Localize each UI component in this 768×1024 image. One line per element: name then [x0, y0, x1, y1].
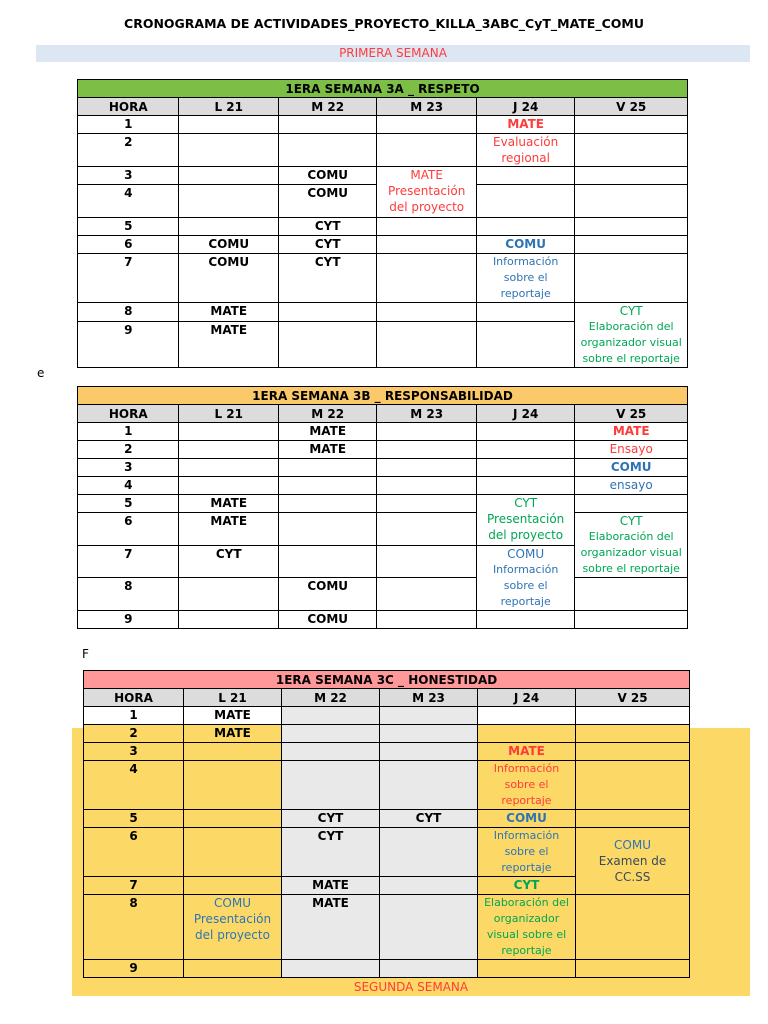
empty-cell: [377, 459, 476, 477]
desc-line: Evaluación: [493, 135, 559, 149]
empty-cell: [377, 303, 476, 322]
hour-cell: 9: [78, 611, 179, 629]
empty-cell: [377, 611, 476, 629]
desc-line: Información: [493, 762, 560, 775]
empty-cell: [575, 218, 688, 236]
empty-cell: [278, 116, 376, 134]
header-v25: V 25: [576, 689, 690, 707]
hour-cell: 5: [84, 810, 184, 828]
hour-cell: 8: [78, 303, 179, 322]
cell-j24-activity: [476, 546, 574, 611]
empty-cell: [576, 707, 690, 725]
desc-line: Información: [492, 563, 559, 576]
activity-subject: COMU: [507, 547, 545, 561]
hour-cell: 9: [78, 321, 179, 367]
week-one-label: PRIMERA SEMANA: [36, 45, 750, 62]
header-j24: J 24: [478, 689, 576, 707]
desc-line: sobre el: [503, 579, 548, 592]
empty-cell: [282, 743, 380, 761]
empty-cell: [380, 877, 478, 895]
empty-cell: [377, 423, 476, 441]
empty-cell: [478, 707, 576, 725]
empty-cell: [575, 254, 688, 303]
empty-cell: [278, 459, 376, 477]
empty-cell: [184, 761, 282, 810]
header-hora: HORA: [78, 98, 179, 116]
desc-line: reportaje: [501, 794, 552, 807]
empty-cell: [576, 810, 690, 828]
empty-cell: [179, 185, 278, 218]
hour-cell: 4: [78, 185, 179, 218]
cell-v25-activity: [576, 828, 690, 895]
cell-m22: COMU: [278, 167, 376, 185]
empty-cell: [575, 116, 688, 134]
empty-cell: [377, 218, 476, 236]
empty-cell: [278, 495, 376, 513]
empty-cell: [282, 960, 380, 978]
desc-line: Elaboración del: [588, 530, 674, 543]
desc-line: sobre el reportaje: [582, 352, 680, 365]
empty-cell: [377, 321, 476, 367]
desc-line: reportaje: [500, 595, 551, 608]
empty-cell: [179, 477, 278, 495]
cell-l21: MATE: [179, 321, 278, 367]
cell-m22: CYT: [278, 254, 376, 303]
activity-subject: CYT: [619, 304, 643, 318]
header-hora: HORA: [78, 405, 179, 423]
desc-line: Examen de: [598, 854, 667, 868]
cell-v25-subject: MATE: [575, 423, 688, 441]
empty-cell: [278, 321, 376, 367]
cell-j24-desc: [476, 254, 574, 303]
hour-cell: 8: [84, 895, 184, 960]
empty-cell: [179, 134, 278, 167]
desc-line: del proyecto: [389, 200, 465, 214]
header-l21: L 21: [179, 405, 278, 423]
cell-m22: MATE: [278, 423, 376, 441]
empty-cell: [380, 743, 478, 761]
empty-cell: [282, 707, 380, 725]
desc-line: reportaje: [501, 861, 552, 874]
desc-line: Presentación: [193, 912, 272, 926]
cell-m22: CYT: [282, 828, 380, 877]
table-title: 1ERA SEMANA 3B _ RESPONSABILIDAD: [78, 387, 688, 405]
empty-cell: [377, 254, 476, 303]
hour-cell: 3: [78, 167, 179, 185]
empty-cell: [575, 236, 688, 254]
cell-v25-desc: Ensayo: [575, 441, 688, 459]
hour-cell: 4: [84, 761, 184, 810]
header-m23: M 23: [377, 405, 476, 423]
empty-cell: [184, 960, 282, 978]
desc-line: del proyecto: [195, 928, 270, 942]
hour-cell: 1: [78, 116, 179, 134]
activity-subject: COMU: [214, 896, 251, 910]
empty-cell: [575, 495, 688, 513]
desc-line: Elaboración del: [588, 320, 674, 333]
empty-cell: [377, 477, 476, 495]
empty-cell: [476, 423, 574, 441]
empty-cell: [478, 725, 576, 743]
empty-cell: [575, 185, 688, 218]
empty-cell: [278, 134, 376, 167]
desc-line: organizador visual: [580, 336, 682, 349]
stray-letter-f: F: [82, 647, 89, 661]
activity-subject: CYT: [619, 514, 643, 528]
cell-j24-subject: COMU: [476, 236, 574, 254]
cell-m22: COMU: [278, 185, 376, 218]
empty-cell: [282, 725, 380, 743]
cell-m23-activity: [377, 167, 476, 218]
desc-line: del proyecto: [488, 528, 564, 542]
cell-l21: MATE: [184, 725, 282, 743]
week-two-label: SEGUNDA SEMANA: [353, 980, 469, 994]
cell-j24-subject: COMU: [478, 810, 576, 828]
empty-cell: [377, 513, 476, 546]
activity-subject: CYT: [514, 496, 538, 510]
empty-cell: [476, 218, 574, 236]
cell-m22: MATE: [278, 441, 376, 459]
empty-cell: [476, 611, 574, 629]
cell-m22: CYT: [282, 810, 380, 828]
hour-cell: 9: [84, 960, 184, 978]
header-hora: HORA: [84, 689, 184, 707]
activity-subject: MATE: [410, 168, 443, 182]
empty-cell: [476, 441, 574, 459]
header-m22: M 22: [282, 689, 380, 707]
empty-cell: [576, 743, 690, 761]
desc-line: Presentación: [388, 184, 466, 198]
schedule-table-3a: [77, 79, 688, 368]
empty-cell: [476, 167, 574, 185]
cell-j24-desc: [478, 761, 576, 810]
empty-cell: [576, 725, 690, 743]
cell-j24-desc: [478, 828, 576, 877]
cell-l21: COMU: [179, 254, 278, 303]
cell-j24-subject: CYT: [478, 877, 576, 895]
hour-cell: 6: [78, 236, 179, 254]
empty-cell: [278, 546, 376, 578]
empty-cell: [380, 725, 478, 743]
cell-l21: COMU: [179, 236, 278, 254]
cell-j24-subject: MATE: [478, 743, 576, 761]
hour-cell: 2: [78, 441, 179, 459]
cell-l21: MATE: [179, 513, 278, 546]
cell-m22: CYT: [278, 218, 376, 236]
empty-cell: [476, 459, 574, 477]
cell-m22: COMU: [278, 611, 376, 629]
empty-cell: [179, 423, 278, 441]
desc-line: Elaboración del: [484, 896, 569, 909]
cell-v25-activity: [575, 303, 688, 368]
hour-cell: 7: [78, 546, 179, 578]
hour-cell: 3: [84, 743, 184, 761]
hour-cell: 5: [78, 218, 179, 236]
hour-cell: 7: [84, 877, 184, 895]
hour-cell: 7: [78, 254, 179, 303]
cell-j24-desc: [476, 134, 574, 167]
desc-line: sobre el: [504, 845, 549, 858]
hour-cell: 5: [78, 495, 179, 513]
empty-cell: [179, 578, 278, 611]
hour-cell: 1: [78, 423, 179, 441]
empty-cell: [380, 960, 478, 978]
empty-cell: [282, 761, 380, 810]
empty-cell: [576, 960, 690, 978]
desc-line: organizador visual: [580, 546, 682, 559]
header-m23: M 23: [380, 689, 478, 707]
schedule-table-3b: [77, 386, 688, 629]
hour-cell: 2: [78, 134, 179, 167]
cell-v25-activity: [575, 513, 688, 578]
empty-cell: [377, 236, 476, 254]
empty-cell: [377, 546, 476, 578]
empty-cell: [179, 116, 278, 134]
empty-cell: [576, 895, 690, 960]
empty-cell: [184, 810, 282, 828]
hour-cell: 1: [84, 707, 184, 725]
desc-line: reportaje: [500, 287, 551, 300]
empty-cell: [476, 303, 574, 322]
cell-l21: MATE: [184, 707, 282, 725]
schedule-table-3c: [83, 670, 690, 978]
empty-cell: [377, 134, 476, 167]
header-l21: L 21: [184, 689, 282, 707]
desc-line: sobre el: [503, 271, 548, 284]
stray-letter-e: e: [37, 366, 45, 380]
cell-j24-activity: [476, 495, 574, 546]
header-v25: V 25: [575, 405, 688, 423]
cell-m22: MATE: [282, 877, 380, 895]
cell-m22: MATE: [282, 895, 380, 960]
header-m23: M 23: [377, 98, 476, 116]
empty-cell: [184, 828, 282, 877]
cell-m22: CYT: [278, 236, 376, 254]
desc-line: sobre el reportaje: [582, 562, 680, 575]
empty-cell: [278, 303, 376, 322]
activity-subject: COMU: [614, 838, 651, 852]
empty-cell: [179, 441, 278, 459]
cell-m23: CYT: [380, 810, 478, 828]
desc-line: visual sobre el: [486, 928, 567, 941]
hour-cell: 3: [78, 459, 179, 477]
empty-cell: [575, 611, 688, 629]
cell-m22: COMU: [278, 578, 376, 611]
header-m22: M 22: [278, 98, 376, 116]
desc-line: reportaje: [501, 944, 552, 957]
cell-l21: MATE: [179, 303, 278, 322]
empty-cell: [377, 441, 476, 459]
desc-line: regional: [501, 151, 550, 165]
header-m22: M 22: [278, 405, 376, 423]
header-j24: J 24: [476, 405, 574, 423]
empty-cell: [575, 578, 688, 611]
empty-cell: [377, 578, 476, 611]
table-title: 1ERA SEMANA 3C _ HONESTIDAD: [84, 671, 690, 689]
desc-line: Presentación: [487, 512, 565, 526]
desc-line: sobre el: [504, 778, 549, 791]
empty-cell: [380, 761, 478, 810]
empty-cell: [377, 495, 476, 513]
header-v25: V 25: [575, 98, 688, 116]
hour-cell: 4: [78, 477, 179, 495]
empty-cell: [380, 895, 478, 960]
hour-cell: 6: [84, 828, 184, 877]
empty-cell: [278, 513, 376, 546]
empty-cell: [184, 743, 282, 761]
desc-line: Información: [492, 255, 559, 268]
cell-l21: MATE: [179, 495, 278, 513]
hour-cell: 2: [84, 725, 184, 743]
desc-line: organizador: [493, 912, 560, 925]
empty-cell: [380, 828, 478, 877]
empty-cell: [575, 134, 688, 167]
empty-cell: [377, 116, 476, 134]
empty-cell: [576, 761, 690, 810]
empty-cell: [184, 877, 282, 895]
table-title: 1ERA SEMANA 3A _ RESPETO: [78, 80, 688, 98]
empty-cell: [476, 477, 574, 495]
cell-v25-subject: COMU: [575, 459, 688, 477]
hour-cell: 6: [78, 513, 179, 546]
empty-cell: [575, 167, 688, 185]
empty-cell: [476, 321, 574, 367]
header-l21: L 21: [179, 98, 278, 116]
header-j24: J 24: [476, 98, 574, 116]
empty-cell: [476, 185, 574, 218]
desc-line: CC.SS: [614, 870, 651, 884]
empty-cell: [179, 459, 278, 477]
empty-cell: [478, 960, 576, 978]
cell-j24-subject: MATE: [476, 116, 574, 134]
cell-l21: CYT: [179, 546, 278, 578]
document-title: CRONOGRAMA DE ACTIVIDADES_PROYECTO_KILLA_3ABC_CyT_MATE_COMU: [124, 16, 644, 31]
empty-cell: [179, 167, 278, 185]
cell-j24-desc: [478, 895, 576, 960]
cell-l21-activity: [184, 895, 282, 960]
desc-line: Información: [493, 829, 560, 842]
empty-cell: [179, 611, 278, 629]
cell-v25-desc: ensayo: [575, 477, 688, 495]
empty-cell: [278, 477, 376, 495]
hour-cell: 8: [78, 578, 179, 611]
empty-cell: [380, 707, 478, 725]
empty-cell: [179, 218, 278, 236]
